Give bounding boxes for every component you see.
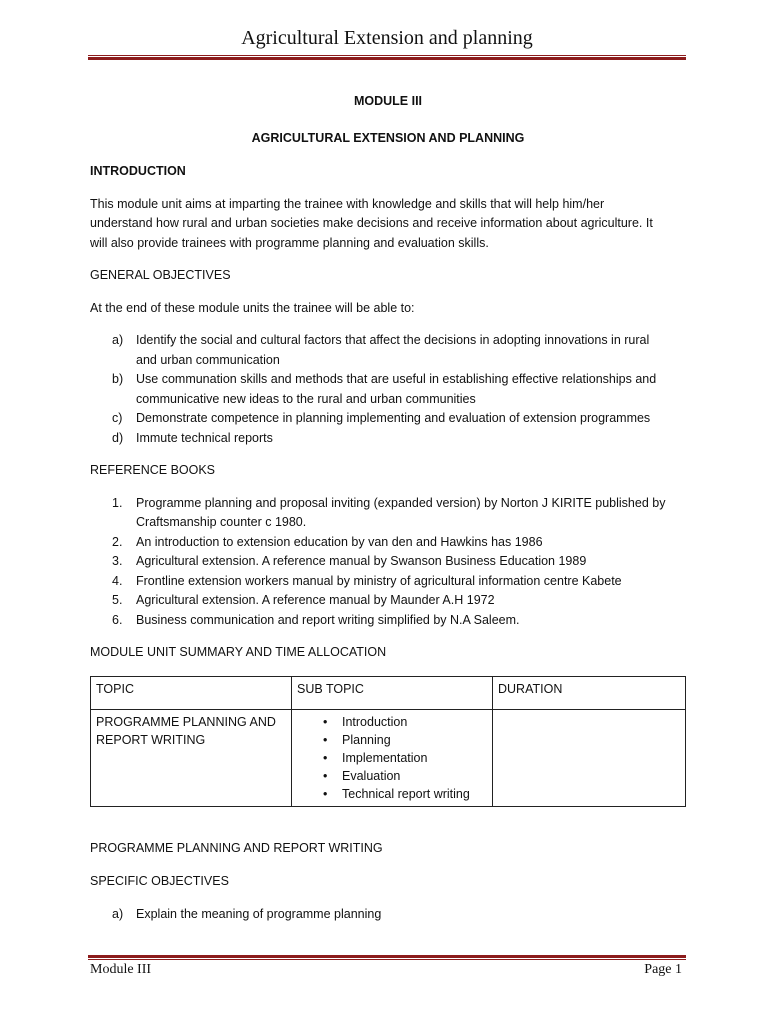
list-item-line: Agricultural extension. A reference manual by Maunder A.H 1972: [136, 593, 495, 607]
column-header-subtopic: SUB TOPIC: [292, 676, 493, 709]
list-item-line: Immute technical reports: [136, 430, 273, 445]
list-marker: d): [112, 430, 124, 445]
list-item: [90, 370, 686, 409]
summary-table: [90, 676, 686, 807]
table-row: [91, 709, 686, 806]
list-marker: 2.: [112, 534, 123, 549]
reference-books-heading: REFERENCE BOOKS: [90, 463, 216, 477]
subtopic-label: Evaluation: [342, 768, 401, 783]
list-marker: c): [112, 411, 123, 425]
topic-cell: [91, 709, 292, 806]
list-item: [90, 409, 686, 429]
list-item: [90, 611, 686, 631]
footer-module-label: Module III: [90, 962, 152, 977]
specific-objectives-list: [90, 905, 686, 925]
document-body: [90, 88, 686, 924]
subtopic-item: [297, 731, 487, 749]
list-item: [90, 572, 686, 592]
list-marker: 5.: [112, 593, 123, 607]
list-marker: 3.: [112, 554, 123, 568]
list-marker: a): [112, 333, 124, 347]
introduction-line: This module unit aims at imparting the trainee with knowledge and skills that will help him/her: [90, 196, 605, 211]
list-item-line: Use communation skills and methods that are useful in establishing effective relationships and: [136, 372, 657, 386]
subtopic-label: Technical report writing: [342, 786, 470, 801]
list-item-line: An introduction to extension education by van den and Hawkins has 1986: [136, 534, 543, 549]
list-item: [90, 429, 686, 449]
running-header: Agricultural Extension and planning: [241, 27, 533, 49]
bullet-icon: •: [323, 768, 328, 783]
column-header-topic: TOPIC: [91, 676, 292, 709]
general-objectives-lead: At the end of these module units the trainee will be able to:: [90, 300, 415, 315]
module-title: AGRICULTURAL EXTENSION AND PLANNING: [251, 130, 525, 145]
list-item: [90, 905, 686, 925]
list-item: [90, 533, 686, 553]
subtopic-label: Planning: [342, 732, 391, 747]
topic-line: REPORT WRITING: [96, 732, 206, 747]
subtopic-label: Introduction: [342, 714, 408, 729]
list-marker: a): [112, 906, 124, 921]
module-heading: MODULE III: [353, 94, 423, 108]
list-item-line: Agricultural extension. A reference manual by Swanson Business Education 1989: [136, 554, 587, 568]
list-item-line: communicative new ideas to the rural and urban communities: [136, 391, 476, 406]
list-item-line: Craftsmanship counter c 1980.: [136, 515, 307, 529]
duration-cell: [493, 709, 686, 806]
list-marker: 6.: [112, 612, 123, 627]
specific-objectives-heading: SPECIFIC OBJECTIVES: [90, 874, 229, 888]
list-item-line: Explain the meaning of programme planning: [136, 906, 382, 921]
table-header-row: [91, 676, 686, 709]
general-objectives-list: [90, 331, 686, 448]
page-number: Page 1: [644, 962, 682, 977]
subtopic-item: [297, 713, 487, 731]
list-item: [90, 591, 686, 611]
topic-line: PROGRAMME PLANNING AND: [96, 714, 276, 729]
header-rule-thick: [88, 57, 686, 60]
running-footer: [90, 962, 682, 978]
list-marker: 1.: [112, 495, 123, 510]
subtopic-item: [297, 749, 487, 767]
bullet-icon: •: [323, 714, 328, 729]
subtopic-item: [297, 785, 487, 803]
introduction-heading: INTRODUCTION: [90, 164, 186, 178]
introduction-paragraph: [90, 195, 686, 254]
bullet-icon: •: [323, 732, 328, 747]
list-item: [90, 552, 686, 572]
list-item: [90, 494, 686, 533]
list-marker: 4.: [112, 573, 123, 588]
general-objectives-heading: GENERAL OBJECTIVES: [90, 268, 231, 282]
bullet-icon: •: [323, 750, 328, 765]
list-item-line: Identify the social and cultural factors that affect the decisions in adopting innovations in rural: [136, 333, 650, 347]
list-marker: b): [112, 372, 124, 386]
introduction-line: understand how rural and urban societies make decisions and receive information about agriculture. It: [90, 216, 653, 230]
subtopic-cell: [292, 709, 493, 806]
header-rule-thin: [88, 55, 686, 56]
reference-books-list: [90, 494, 686, 631]
list-item-line: and urban communication: [136, 352, 280, 367]
bullet-icon: •: [323, 786, 328, 801]
list-item-line: Programme planning and proposal inviting (expanded version) by Norton J KIRITE published by: [136, 495, 666, 510]
list-item-line: Business communication and report writing simplified by N.A Saleem.: [136, 612, 520, 627]
list-item-line: Demonstrate competence in planning implementing and evaluation of extension programmes: [136, 411, 651, 425]
summary-heading: MODULE UNIT SUMMARY AND TIME ALLOCATION: [90, 645, 387, 659]
list-item-line: Frontline extension workers manual by ministry of agricultural information centre Kabete: [136, 573, 622, 588]
section-heading: PROGRAMME PLANNING AND REPORT WRITING: [90, 840, 383, 855]
list-item: [90, 331, 686, 370]
footer-rule-thin: [88, 959, 686, 960]
subtopic-item: [297, 767, 487, 785]
introduction-line: will also provide trainees with programme planning and evaluation skills.: [90, 235, 489, 250]
subtopic-label: Implementation: [342, 750, 428, 765]
column-header-duration: DURATION: [493, 676, 686, 709]
footer-rule-thick: [88, 955, 686, 958]
